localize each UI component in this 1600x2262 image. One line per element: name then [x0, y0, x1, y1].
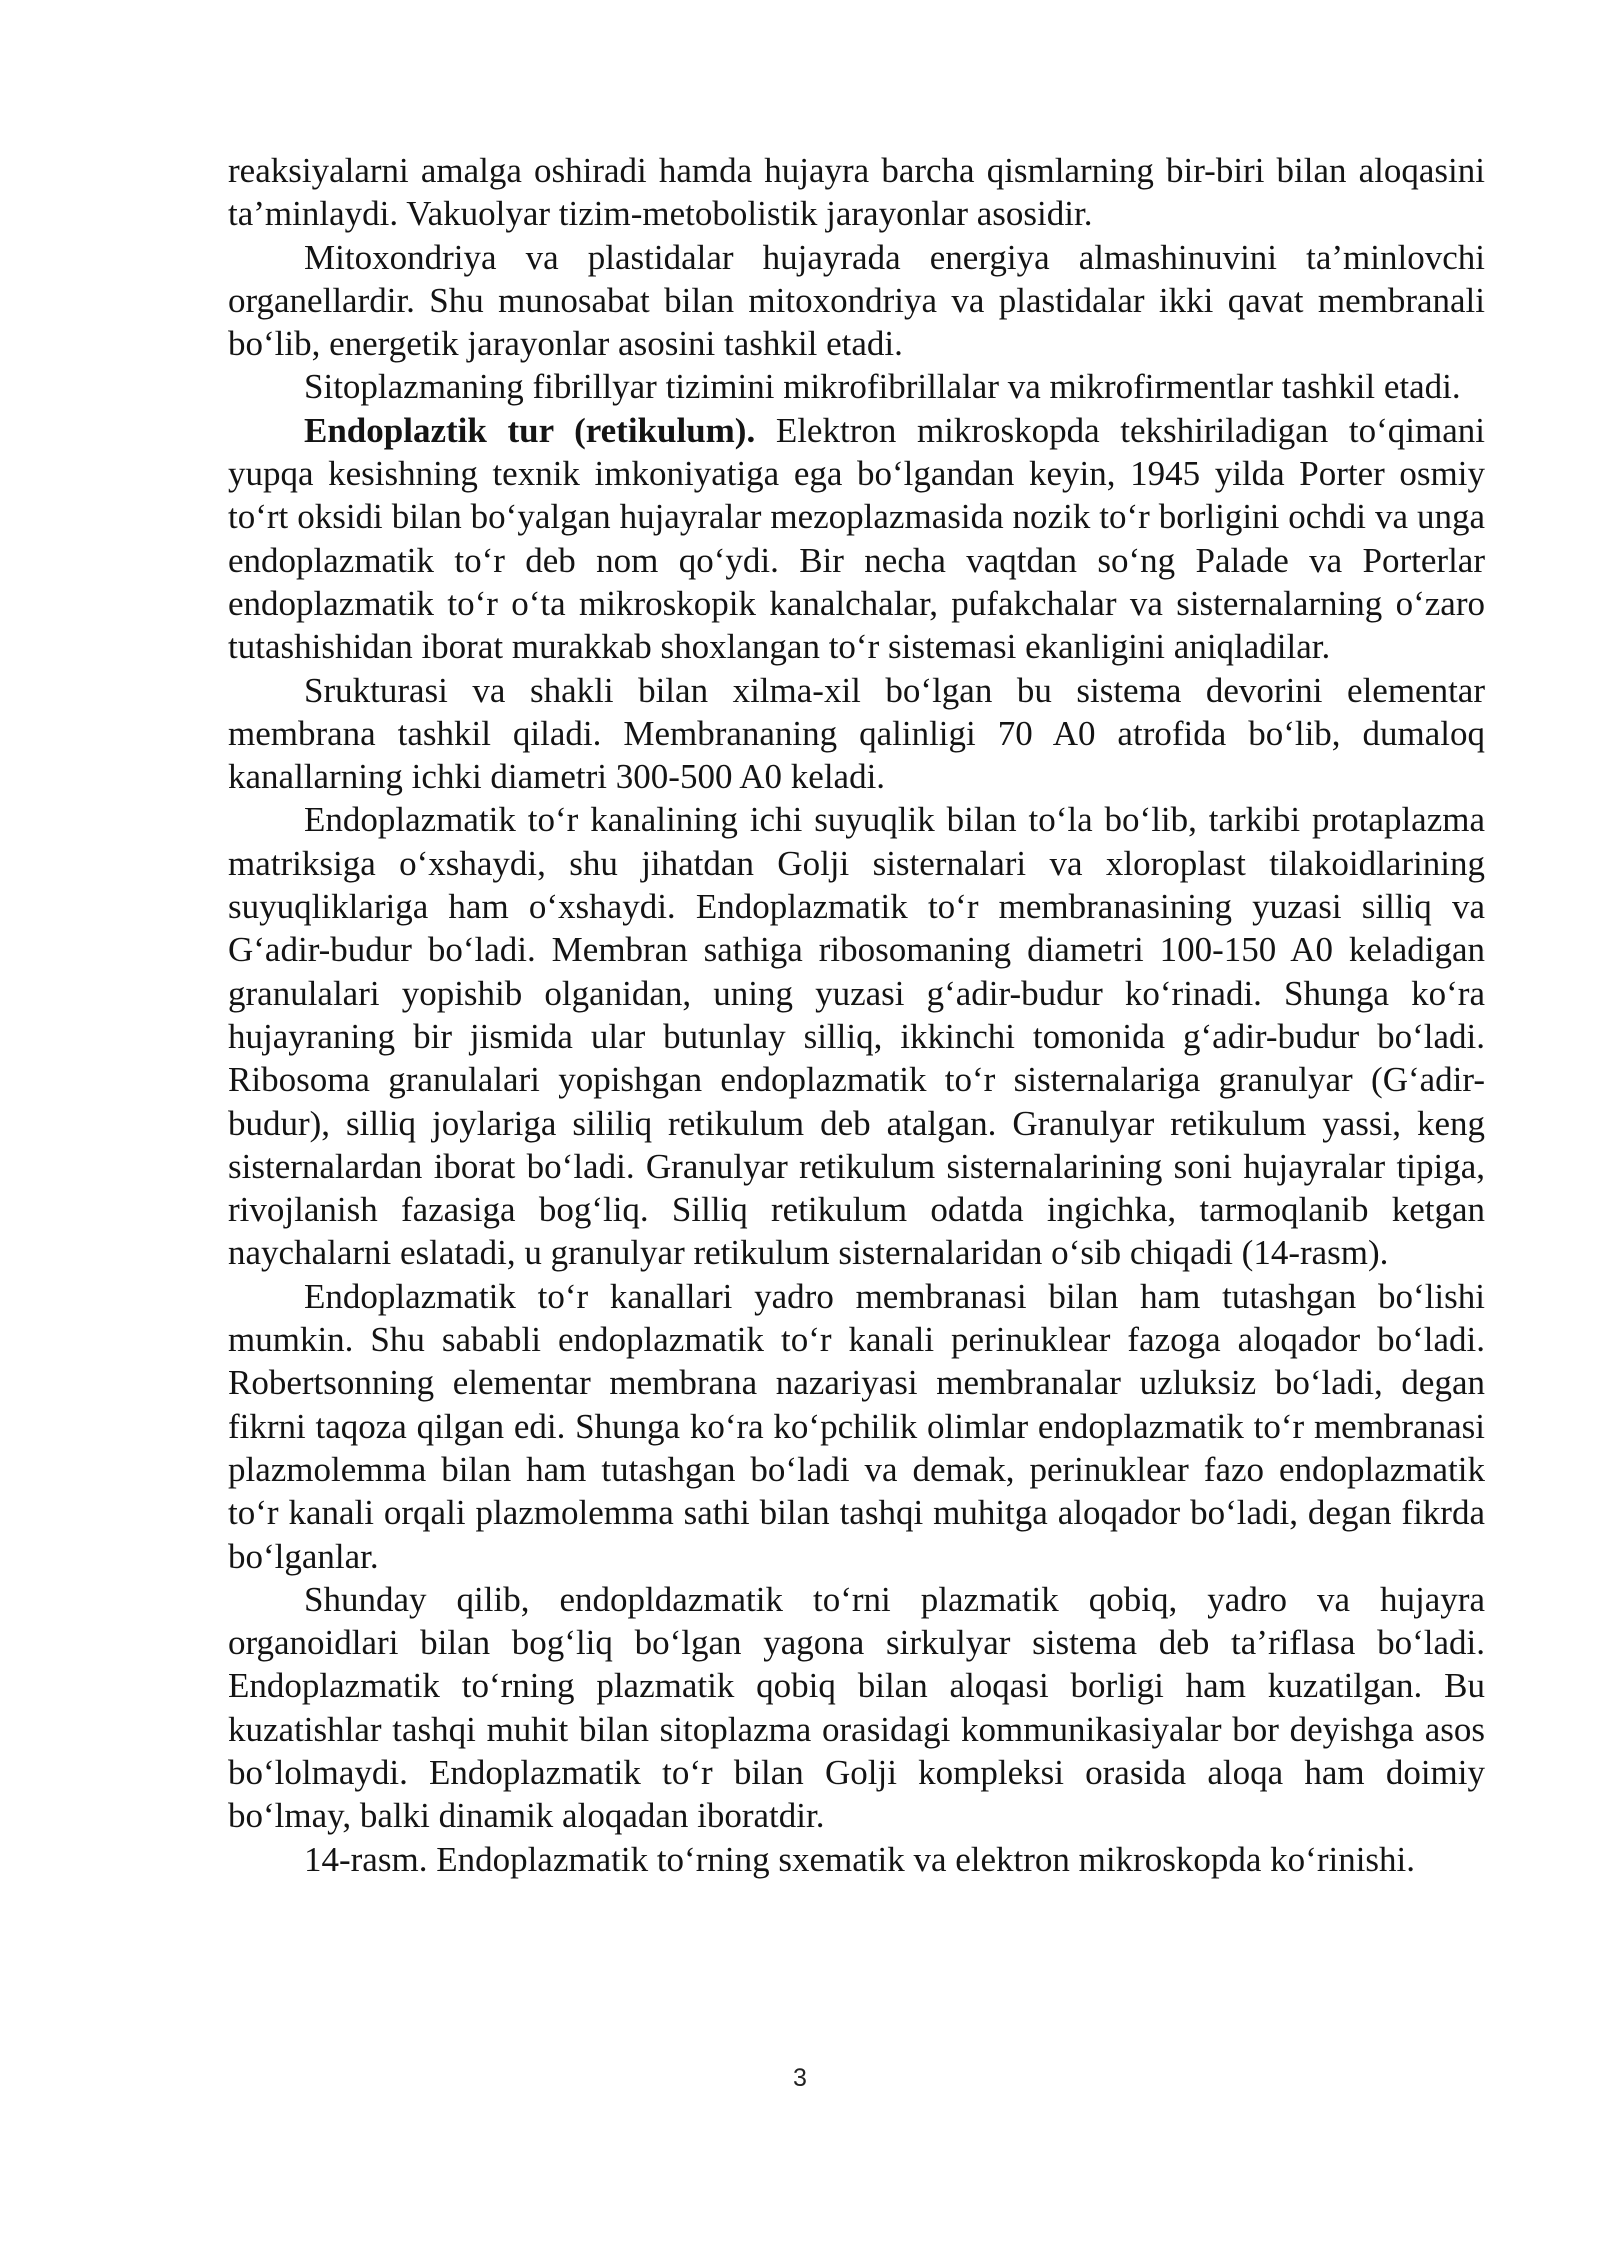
paragraph-2: Mitoxondriya va plastidalar hujayrada energiya almashinuvini ta’minlovchi organellardir. Shu munosabat bilan mitoxondriya va plastidalar ikki qavat membranali boʻlib, energetik jarayonlar asosini tashkil etadi. — [228, 237, 1485, 364]
paragraph-8: Shunday qilib, endopldazmatik toʻrni plazmatik qobiq, yadro va hujayra organoidlari bilan bogʻliq boʻlgan yagona sirkulyar sistema deb ta’riflasa boʻladi. Endoplazmatik toʻrning plazmatik qobiq bilan aloqasi borligi ham kuzatilgan. Bu kuzatishlar tashqi muhit bilan sitoplazma orasidagi kommunikasiyalar bor deyishga asos boʻlolmaydi. Endoplazmatik toʻr bilan Golji kompleksi orasida aloqa ham doimiy boʻlmay, balki dinamik aloqadan iboratdir. — [228, 1579, 1485, 1836]
section-heading: Endoplaztik tur (retikulum). — [304, 410, 756, 450]
figure-caption: 14-rasm. Endoplazmatik toʻrning sxematik va elektron mikroskopda koʻrinishi. — [304, 1839, 1416, 1879]
document-page — [228, 149, 1485, 1881]
paragraph-6: Endoplazmatik toʻr kanalining ichi suyuqlik bilan toʻla boʻlib, tarkibi protaplazma matriksiga oʻxshaydi, shu jihatdan Golji sisternalari va xloroplast tilakoidlarining suyuqliklariga ham oʻxshaydi. Endoplazmatik toʻr membranasining yuzasi silliq va Gʻadir-budur boʻladi. Membran sathiga ribosomaning diametri 100-150 A0 keladigan granulalari yopishib olganidan, uning yuzasi gʻadir-budur koʻrinadi. Shunga koʻra hujayraning bir jismida ular butunlay silliq, ikkinchi tomonida gʻadir-budur boʻladi. Ribosoma granulalari yopishgan endoplazmatik toʻr sisternalariga granulyar (Gʻadir-budur), silliq joylariga sililiq retikulum deb atalgan. Granulyar retikulum yassi, keng sisternalardan iborat boʻladi. Granulyar retikulum sisternalarining soni hujayralar tipiga, rivojlanish fazasiga bogʻliq. Silliq retikulum odatda ingichka, tarmoqlanib ketgan naychalarni eslatadi, u granulyar retikulum sisternalaridan oʻsib chiqadi (14-rasm). — [228, 800, 1485, 1273]
paragraph-7: Endoplazmatik toʻr kanallari yadro membranasi bilan ham tutashgan boʻlishi mumkin. Shu sababli endoplazmatik toʻr kanali perinuklear fazoga aloqador boʻladi. Robertsonning elementar membrana nazariyasi membranalar uzluksiz boʻladi, degan fikrni taqoza qilgan edi. Shunga koʻra koʻpchilik olimlar endoplazmatik toʻr membranasi plazmolemma bilan ham tutashgan boʻladi va demak, perinuklear fazo endoplazmatik toʻr kanali orqali plazmolemma sathi bilan tashqi muhitga aloqador boʻladi, degan fikrda boʻlganlar. — [228, 1276, 1485, 1576]
paragraph-3: Sitoplazmaning fibrillyar tizimini mikrofibrillalar va mikrofirmentlar tashkil etadi. — [304, 367, 1461, 407]
paragraph-4-body: Elektron mikroskopda tekshiriladigan toʻqimani yupqa kesishning texnik imkoniyatiga ega boʻlgandan keyin, 1945 yilda Porter osmiy toʻrt oksidi bilan boʻyalgan hujayralar mezoplazmasida nozik toʻr borligini ochdi va unga endoplazmatik toʻr deb nom qoʻydi. Bir necha vaqtdan soʻng Palade va Porterlar endoplazmatik toʻr oʻta mikroskopik kanalchalar, pufakchalar va sisternalarning oʻzaro tutashishidan iborat murakkab shoxlangan toʻr sistemasi ekanligini aniqladilar. — [228, 410, 1485, 667]
page-number: 3 — [793, 2064, 807, 2092]
paragraph-4 — [228, 409, 1485, 669]
paragraph-1: reaksiyalarni amalga oshiradi hamda hujayra barcha qismlarning bir-biri bilan aloqasini ta’minlaydi. Vakuolyar tizim-metobolistik jarayonlar asosidir. — [228, 151, 1485, 234]
paragraph-5: Srukturasi va shakli bilan xilma-xil boʻlgan bu sistema devorini elementar membrana tashkil qiladi. Membrananing qalinligi 70 A0 atrofida boʻlib, dumaloq kanallarning ichki diametri 300-500 A0 keladi. — [228, 670, 1485, 797]
